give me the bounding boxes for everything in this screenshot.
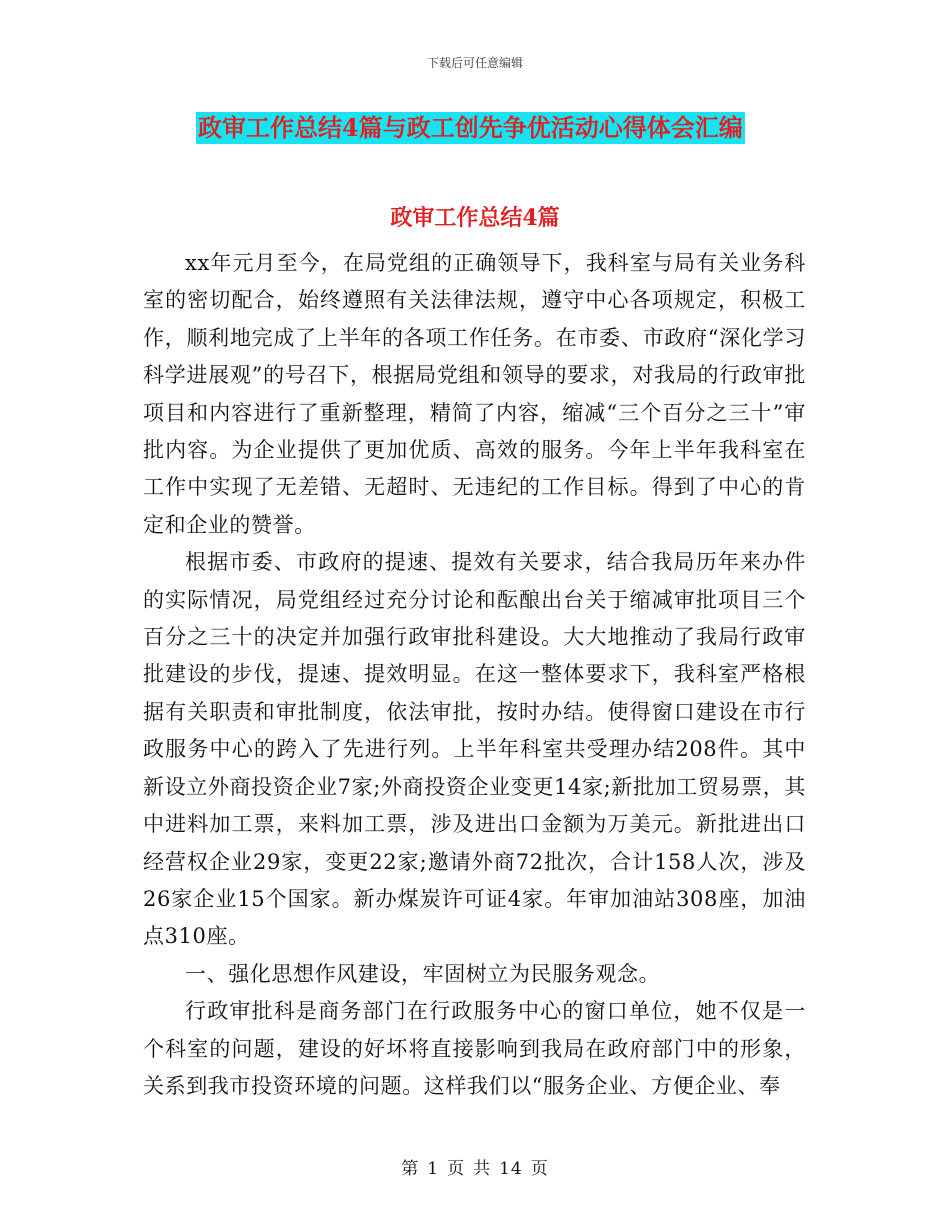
page-number-footer <box>0 1154 950 1179</box>
paragraph-1: xx年元月至今，在局党组的正确领导下，我科室与局有关业务科室的密切配合，始终遵照有关法律法规，遵守中心各项规定，积极工作，顺利地完成了上半年的各项工作任务。在市委、市政府“深化学习科学进展观”的号召下，根据局党组和领导的要求，对我局的行政审批项目和内容进行了重新整理，精简了内容，缩减“三个百分之三十”审批内容。为企业提供了更加优质、高效的服务。今年上半年我科室在工作中实现了无差错、无超时、无违纪的工作目标。得到了中心的肯定和企业的赞誉。 <box>143 251 806 537</box>
paragraph-4: 行政审批科是商务部门在行政服务中心的窗口单位，她不仅是一个科室的问题，建设的好坏将直接影响到我局在政府部门中的形象，关系到我市投资环境的问题。这样我们以“服务企业、方便企业、奉 <box>143 999 806 1098</box>
footer-suffix: 页 <box>530 1159 549 1179</box>
footer-current-page: 1 <box>427 1159 440 1179</box>
footer-page-word: 页 <box>447 1159 466 1179</box>
footer-total-word: 共 <box>473 1159 492 1179</box>
section-title: 政审工作总结4篇 <box>390 205 560 231</box>
footer-prefix: 第 <box>401 1159 420 1179</box>
paragraph-3-heading: 一、强化思想作风建设，牢固树立为民服务观念。 <box>185 961 661 986</box>
footer-total-pages: 14 <box>499 1159 523 1179</box>
document-main-title: 政审工作总结4篇与政工创先争优活动心得体会汇编 <box>198 113 743 142</box>
header-note: 下载后可任意编辑 <box>426 56 523 70</box>
document-body <box>143 245 806 1105</box>
paragraph-2: 根据市委、市政府的提速、提效有关要求，结合我局历年来办件的实际情况，局党组经过充分讨论和酝酿出台关于缩减审批项目三个百分之三十的决定并加强行政审批科建设。大大地推动了我局行政审批建设的步伐，提速、提效明显。在这一整体要求下，我科室严格根据有关职责和审批制度，依法审批，按时办结。使得窗口建设在市行政服务中心的跨入了先进行列。上半年科室共受理办结208件。其中新设立外商投资企业7家;外商投资企业变更14家;新批加工贸易票，其中进料加工票，来料加工票，涉及进出口金额为万美元。新批进出口经营权企业29家，变更22家;邀请外商72批次，合计158人次，涉及26家企业15个国家。新办煤炭许可证4家。年审加油站308座，加油点310座。 <box>143 550 806 949</box>
